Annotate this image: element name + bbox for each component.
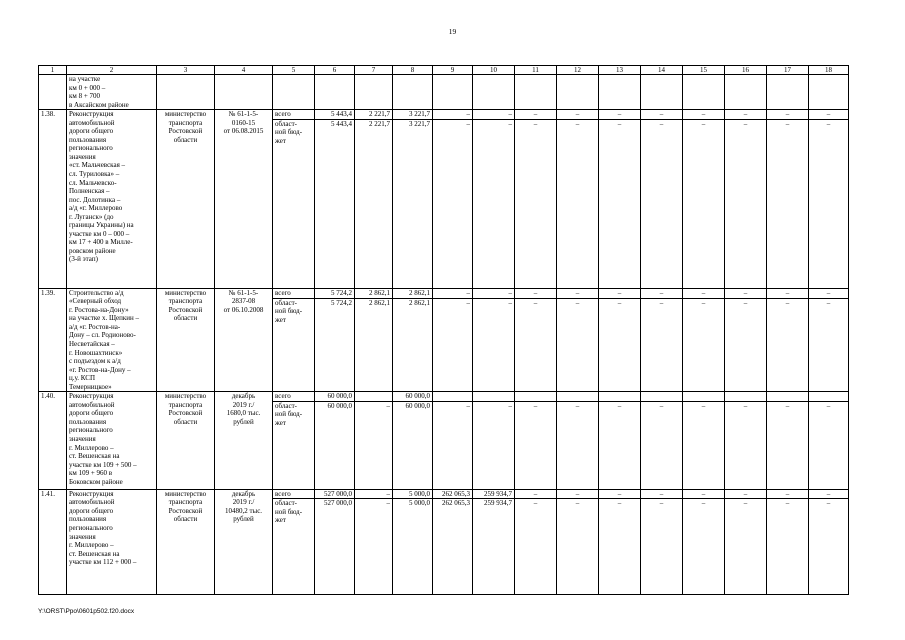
- empty-cell: [725, 75, 767, 110]
- amount-cell: [599, 392, 641, 402]
- amount-cell: –: [683, 298, 725, 391]
- column-number: 10: [473, 66, 515, 75]
- amount-cell: –: [515, 401, 557, 489]
- amount-cell: –: [809, 288, 849, 298]
- amount-cell: [641, 392, 683, 402]
- amount-cell: –: [433, 288, 473, 298]
- column-number: 14: [641, 66, 683, 75]
- amount-cell: [557, 392, 599, 402]
- funding-source: област- ной бюд- жет: [273, 298, 315, 391]
- amount-cell: 2 862,1: [393, 298, 433, 391]
- amount-cell: –: [767, 298, 809, 391]
- amount-cell: –: [473, 110, 515, 120]
- empty-cell: [767, 75, 809, 110]
- amount-cell: 262 065,3: [433, 499, 473, 595]
- amount-cell: –: [641, 288, 683, 298]
- funding-source: всего: [273, 392, 315, 402]
- amount-cell: [355, 392, 393, 402]
- amount-cell: –: [473, 298, 515, 391]
- amount-cell: –: [767, 110, 809, 120]
- amount-cell: –: [473, 119, 515, 288]
- amount-cell: –: [599, 288, 641, 298]
- empty-cell: [557, 75, 599, 110]
- amount-cell: –: [683, 401, 725, 489]
- amount-cell: 2 862,1: [355, 298, 393, 391]
- amount-cell: 60 000,0: [315, 401, 355, 489]
- amount-cell: –: [515, 489, 557, 499]
- amount-cell: –: [641, 110, 683, 120]
- amount-cell: –: [725, 110, 767, 120]
- empty-cell: [809, 75, 849, 110]
- table-row: [39, 288, 849, 298]
- column-number: 17: [767, 66, 809, 75]
- amount-cell: –: [725, 499, 767, 595]
- amount-cell: –: [599, 119, 641, 288]
- amount-cell: –: [599, 489, 641, 499]
- amount-cell: [473, 392, 515, 402]
- column-number: 2: [67, 66, 157, 75]
- responsible-organization: министерство транспорта Ростовской области: [157, 110, 215, 289]
- project-document: декабрь 2019 г./ 10480,2 тыс. рублей: [215, 489, 273, 595]
- amount-cell: –: [515, 119, 557, 288]
- amount-cell: –: [683, 489, 725, 499]
- amount-cell: –: [473, 288, 515, 298]
- funding-source: всего: [273, 489, 315, 499]
- amount-cell: 259 934,7: [473, 489, 515, 499]
- amount-cell: –: [641, 499, 683, 595]
- amount-cell: –: [767, 288, 809, 298]
- amount-cell: –: [725, 119, 767, 288]
- amount-cell: –: [557, 401, 599, 489]
- empty-cell: [683, 75, 725, 110]
- amount-cell: –: [809, 110, 849, 120]
- empty-cell: [473, 75, 515, 110]
- amount-cell: –: [557, 489, 599, 499]
- amount-cell: –: [433, 110, 473, 120]
- column-number: 4: [215, 66, 273, 75]
- column-number: 18: [809, 66, 849, 75]
- empty-cell: [433, 75, 473, 110]
- column-number: 5: [273, 66, 315, 75]
- responsible-organization: министерство транспорта Ростовской области: [157, 489, 215, 595]
- project-document: № 61-1-5- 2837-08 от 06.10.2008: [215, 288, 273, 392]
- object-name: Реконструкция автомобильной дороги общего пользования регионального значения г. Миллерово – ст. Вешенская на участке км 109 + 500 – км 109 + 960 в Боковском районе: [67, 392, 157, 490]
- amount-cell: –: [641, 489, 683, 499]
- amount-cell: –: [515, 288, 557, 298]
- empty-cell: [157, 75, 215, 110]
- amount-cell: –: [473, 401, 515, 489]
- table-row: [39, 489, 849, 499]
- column-number: 6: [315, 66, 355, 75]
- project-document: № 61-1-5- 0160-15 от 06.08.2015: [215, 110, 273, 289]
- row-number: 1.41.: [39, 489, 67, 595]
- amount-cell: 2 221,7: [355, 110, 393, 120]
- column-number: 13: [599, 66, 641, 75]
- empty-cell: [215, 75, 273, 110]
- amount-cell: –: [809, 119, 849, 288]
- column-number: 12: [557, 66, 599, 75]
- page-number: 19: [448, 27, 457, 36]
- empty-cell: [641, 75, 683, 110]
- amount-cell: –: [809, 401, 849, 489]
- amount-cell: [767, 392, 809, 402]
- amount-cell: –: [767, 499, 809, 595]
- amount-cell: –: [599, 110, 641, 120]
- amount-cell: –: [809, 298, 849, 391]
- column-number: 16: [725, 66, 767, 75]
- continued-row: [39, 75, 849, 110]
- empty-cell: [315, 75, 355, 110]
- amount-cell: –: [641, 298, 683, 391]
- funding-source: област- ной бюд- жет: [273, 119, 315, 288]
- funding-source: област- ной бюд- жет: [273, 499, 315, 595]
- amount-cell: 5 724,2: [315, 298, 355, 391]
- amount-cell: –: [809, 499, 849, 595]
- amount-cell: 5 000,0: [393, 489, 433, 499]
- row-number: 1.38.: [39, 110, 67, 289]
- amount-cell: –: [515, 298, 557, 391]
- funding-source: всего: [273, 288, 315, 298]
- empty-cell: [599, 75, 641, 110]
- amount-cell: 5 724,2: [315, 288, 355, 298]
- amount-cell: –: [683, 499, 725, 595]
- amount-cell: –: [557, 499, 599, 595]
- amount-cell: 5 000,0: [393, 499, 433, 595]
- amount-cell: –: [557, 288, 599, 298]
- column-number: 15: [683, 66, 725, 75]
- amount-cell: –: [767, 119, 809, 288]
- responsible-organization: министерство транспорта Ростовской области: [157, 392, 215, 490]
- amount-cell: 259 934,7: [473, 499, 515, 595]
- program-table: [38, 65, 849, 595]
- column-number-row: [39, 66, 849, 75]
- amount-cell: –: [599, 298, 641, 391]
- funding-source: всего: [273, 110, 315, 120]
- amount-cell: 2 862,1: [355, 288, 393, 298]
- empty-cell: [515, 75, 557, 110]
- amount-cell: 262 065,3: [433, 489, 473, 499]
- amount-cell: –: [725, 489, 767, 499]
- column-number: 1: [39, 66, 67, 75]
- amount-cell: –: [683, 288, 725, 298]
- amount-cell: 5 443,4: [315, 110, 355, 120]
- empty-cell: [393, 75, 433, 110]
- amount-cell: [683, 392, 725, 402]
- amount-cell: –: [515, 499, 557, 595]
- table-row: [39, 110, 849, 120]
- amount-cell: –: [355, 401, 393, 489]
- amount-cell: –: [433, 298, 473, 391]
- column-number: 8: [393, 66, 433, 75]
- amount-cell: 5 443,4: [315, 119, 355, 288]
- amount-cell: –: [809, 489, 849, 499]
- column-number: 3: [157, 66, 215, 75]
- object-name: Реконструкция автомобильной дороги общего пользования регионального значения г. Миллерово – ст. Вешенская на участке км 112 + 000 –: [67, 489, 157, 595]
- amount-cell: [515, 392, 557, 402]
- empty-cell: [355, 75, 393, 110]
- amount-cell: –: [433, 119, 473, 288]
- amount-cell: 2 862,1: [393, 288, 433, 298]
- file-path-footer: Y:\ORST\Ppo\0601p502.f20.docx: [38, 608, 135, 615]
- object-name: на участке км 0 + 000 – км 8 + 700 в Аксайском районе: [67, 75, 157, 110]
- row-number: 1.40.: [39, 392, 67, 490]
- object-name: Реконструкция автомобильной дороги общего пользования регионального значения «ст. Мальчевская – сл. Туриловка» – сл. Мальчевско- Полненская – пос. Долотинка – а/д «г. Миллерово г. Луганск» (до границы Украины) на участке км 0 – 000 – км 17 + 400 в Миллe- ровском районе (3-й этап): [67, 110, 157, 289]
- amount-cell: 2 221,7: [355, 119, 393, 288]
- amount-cell: 60 000,0: [393, 401, 433, 489]
- amount-cell: 527 000,0: [315, 499, 355, 595]
- amount-cell: –: [725, 401, 767, 489]
- amount-cell: [725, 392, 767, 402]
- project-document: декабрь 2019 г./ 1680,0 тыс. рублей: [215, 392, 273, 490]
- amount-cell: –: [355, 499, 393, 595]
- amount-cell: –: [641, 119, 683, 288]
- amount-cell: –: [725, 288, 767, 298]
- amount-cell: –: [767, 401, 809, 489]
- amount-cell: –: [725, 298, 767, 391]
- column-number: 11: [515, 66, 557, 75]
- amount-cell: –: [641, 401, 683, 489]
- row-number: 1.39.: [39, 288, 67, 392]
- amount-cell: [809, 392, 849, 402]
- amount-cell: 60 000,0: [393, 392, 433, 402]
- amount-cell: –: [557, 110, 599, 120]
- funding-source: област- ной бюд- жет: [273, 401, 315, 489]
- amount-cell: –: [515, 110, 557, 120]
- amount-cell: 527 000,0: [315, 489, 355, 499]
- amount-cell: –: [683, 119, 725, 288]
- amount-cell: –: [433, 401, 473, 489]
- table-row: [39, 392, 849, 402]
- amount-cell: 60 000,0: [315, 392, 355, 402]
- amount-cell: –: [355, 489, 393, 499]
- amount-cell: –: [767, 489, 809, 499]
- responsible-organization: министерство транспорта Ростовской области: [157, 288, 215, 392]
- amount-cell: [433, 392, 473, 402]
- column-number: 7: [355, 66, 393, 75]
- amount-cell: –: [599, 499, 641, 595]
- amount-cell: –: [599, 401, 641, 489]
- amount-cell: 3 221,7: [393, 119, 433, 288]
- amount-cell: –: [557, 298, 599, 391]
- amount-cell: –: [557, 119, 599, 288]
- row-number: [39, 75, 67, 110]
- amount-cell: 3 221,7: [393, 110, 433, 120]
- empty-cell: [273, 75, 315, 110]
- column-number: 9: [433, 66, 473, 75]
- object-name: Строительство а/д «Северный обход г. Ростова-на-Дону» на участке х. Щепкин – а/д «г. Ростов-на- Дону – сл. Родионово- Несветайская – г. Новошахтинск» с подъездом к а/д «г. Ростов-на-Дону – ц.у. КСП Темерницкое»: [67, 288, 157, 392]
- amount-cell: –: [683, 110, 725, 120]
